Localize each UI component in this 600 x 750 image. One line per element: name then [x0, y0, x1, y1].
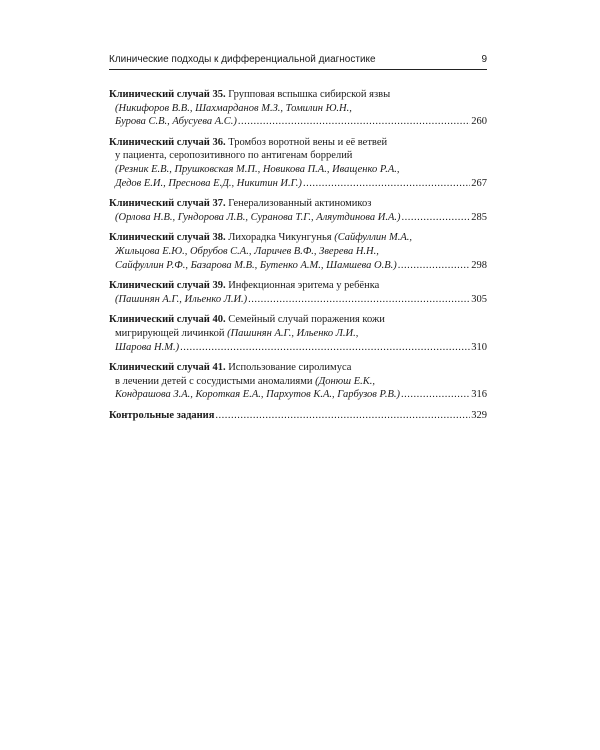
toc-line: [109, 115, 487, 129]
dot-leader: [402, 211, 471, 225]
toc-authors: Кондрашова З.А., Короткая Е.А., Пархутов К.А., Гарбузов Р.В.): [115, 389, 401, 401]
toc-title-text: Групповая вспышка сибирской язвы: [228, 89, 391, 100]
toc-line: [109, 88, 487, 102]
toc-title-text: Лихорадка Чикунгунья: [228, 232, 332, 244]
toc-authors: Шарова Н.М.): [115, 341, 180, 353]
toc-title-text: Тромбоз воротной вены и её ветвей: [228, 136, 388, 148]
toc-line: [109, 279, 487, 293]
toc-authors: (Орлова Н.В., Гундорова Л.В., Суранова Т.Г., Аляутдинова И.А.): [115, 211, 401, 223]
dot-leader: [303, 177, 470, 191]
toc-entry-label: Клинический случай 38.: [109, 232, 226, 244]
toc-title-text: Инфекционная эритема у ребёнка: [228, 280, 380, 292]
toc-entry: [109, 88, 487, 129]
toc-line: [109, 163, 487, 177]
toc-title-text: Использование сиролимуса: [228, 362, 352, 374]
toc-entry-label: Клинический случай 40.: [109, 314, 226, 326]
toc-line: [109, 375, 487, 389]
toc-title-text: мигрирующей личинкой: [115, 327, 225, 339]
toc-entry: [109, 136, 487, 190]
toc-line: [109, 149, 487, 163]
toc-authors: Жильцова Е.Ю., Обрубов С.А., Ларичев В.Ф., Зверева Н.Н.,: [115, 245, 379, 257]
toc-authors: (Сайфуллин М.А.,: [334, 232, 413, 244]
toc-line: [109, 245, 487, 259]
dot-leader: [180, 341, 470, 355]
toc-authors: (Пашинян А.Г., Ильенко Л.И.,: [227, 327, 359, 339]
toc-page-number: 310: [471, 341, 487, 353]
toc-entry-label: Клинический случай 41.: [109, 362, 226, 374]
toc-page-number: 260: [471, 116, 487, 128]
toc-line: [109, 211, 487, 225]
toc-title-text: Семейный случай поражения кожи: [228, 314, 385, 326]
toc-entry-label: Контрольные задания: [109, 409, 215, 421]
toc-line: [109, 136, 487, 150]
toc-authors: (Донюш Е.К.,: [315, 375, 375, 387]
running-header: [109, 54, 487, 70]
toc-page-number: 298: [471, 259, 487, 271]
toc-page-number: 285: [471, 211, 487, 223]
toc-entry-label: Клинический случай 37.: [109, 198, 226, 210]
toc-title-text: в лечении детей с сосудистыми аномалиями: [115, 375, 313, 387]
dot-leader: [398, 259, 471, 273]
toc-line: [109, 409, 487, 423]
toc-page-number: 267: [471, 177, 487, 189]
dot-leader: [248, 293, 470, 307]
toc-line: [109, 177, 487, 191]
toc-entry-label: Клинический случай 39.: [109, 280, 226, 292]
header-page-number: 9: [481, 54, 487, 65]
toc-line: [109, 197, 487, 211]
toc-page-number: 316: [471, 389, 487, 401]
toc-title-text: у пациента, серопозитивного по антигенам боррелий: [115, 150, 353, 162]
toc-entry: [109, 409, 487, 423]
toc-line: [109, 231, 487, 245]
table-of-contents: [109, 88, 487, 429]
toc-entry-label: Клинический случай 35.: [109, 89, 226, 100]
toc-entry: [109, 197, 487, 224]
toc-entry: [109, 279, 487, 306]
toc-authors: (Никифоров В.В., Шахмарданов М.З., Томилин Ю.Н.,: [115, 102, 352, 114]
toc-authors: (Резник Е.В., Прушковская М.П., Новикова П.А., Иващенко Р.А.,: [115, 163, 400, 175]
header-title: Клинические подходы к дифференциальной диагностике: [109, 54, 376, 65]
dot-leader: [238, 115, 470, 129]
dot-leader: [401, 388, 470, 402]
toc-entry: [109, 313, 487, 354]
toc-entry-label: Клинический случай 36.: [109, 136, 226, 148]
toc-title-text: Генерализованный актиномикоз: [228, 198, 372, 210]
toc-authors: Дедов Е.И., Преснова Е.Д., Никитин И.Г.): [115, 177, 302, 189]
toc-line: [109, 102, 487, 116]
toc-line: [109, 388, 487, 402]
toc-line: [109, 327, 487, 341]
toc-authors: Бурова С.В., Абусуева А.С.): [115, 116, 237, 128]
toc-authors: (Пашинян А.Г., Ильенко Л.И.): [115, 293, 248, 305]
toc-line: [109, 259, 487, 273]
toc-line: [109, 293, 487, 307]
toc-authors: Сайфуллин Р.Ф., Базарова М.В., Бутенко А.М., Шамшева О.В.): [115, 259, 397, 271]
toc-entry: [109, 231, 487, 272]
toc-entry: [109, 361, 487, 402]
toc-page-number: 329: [471, 409, 487, 421]
toc-line: [109, 341, 487, 355]
toc-line: [109, 361, 487, 375]
dot-leader: [215, 409, 470, 423]
toc-line: [109, 313, 487, 327]
toc-page-number: 305: [471, 293, 487, 305]
